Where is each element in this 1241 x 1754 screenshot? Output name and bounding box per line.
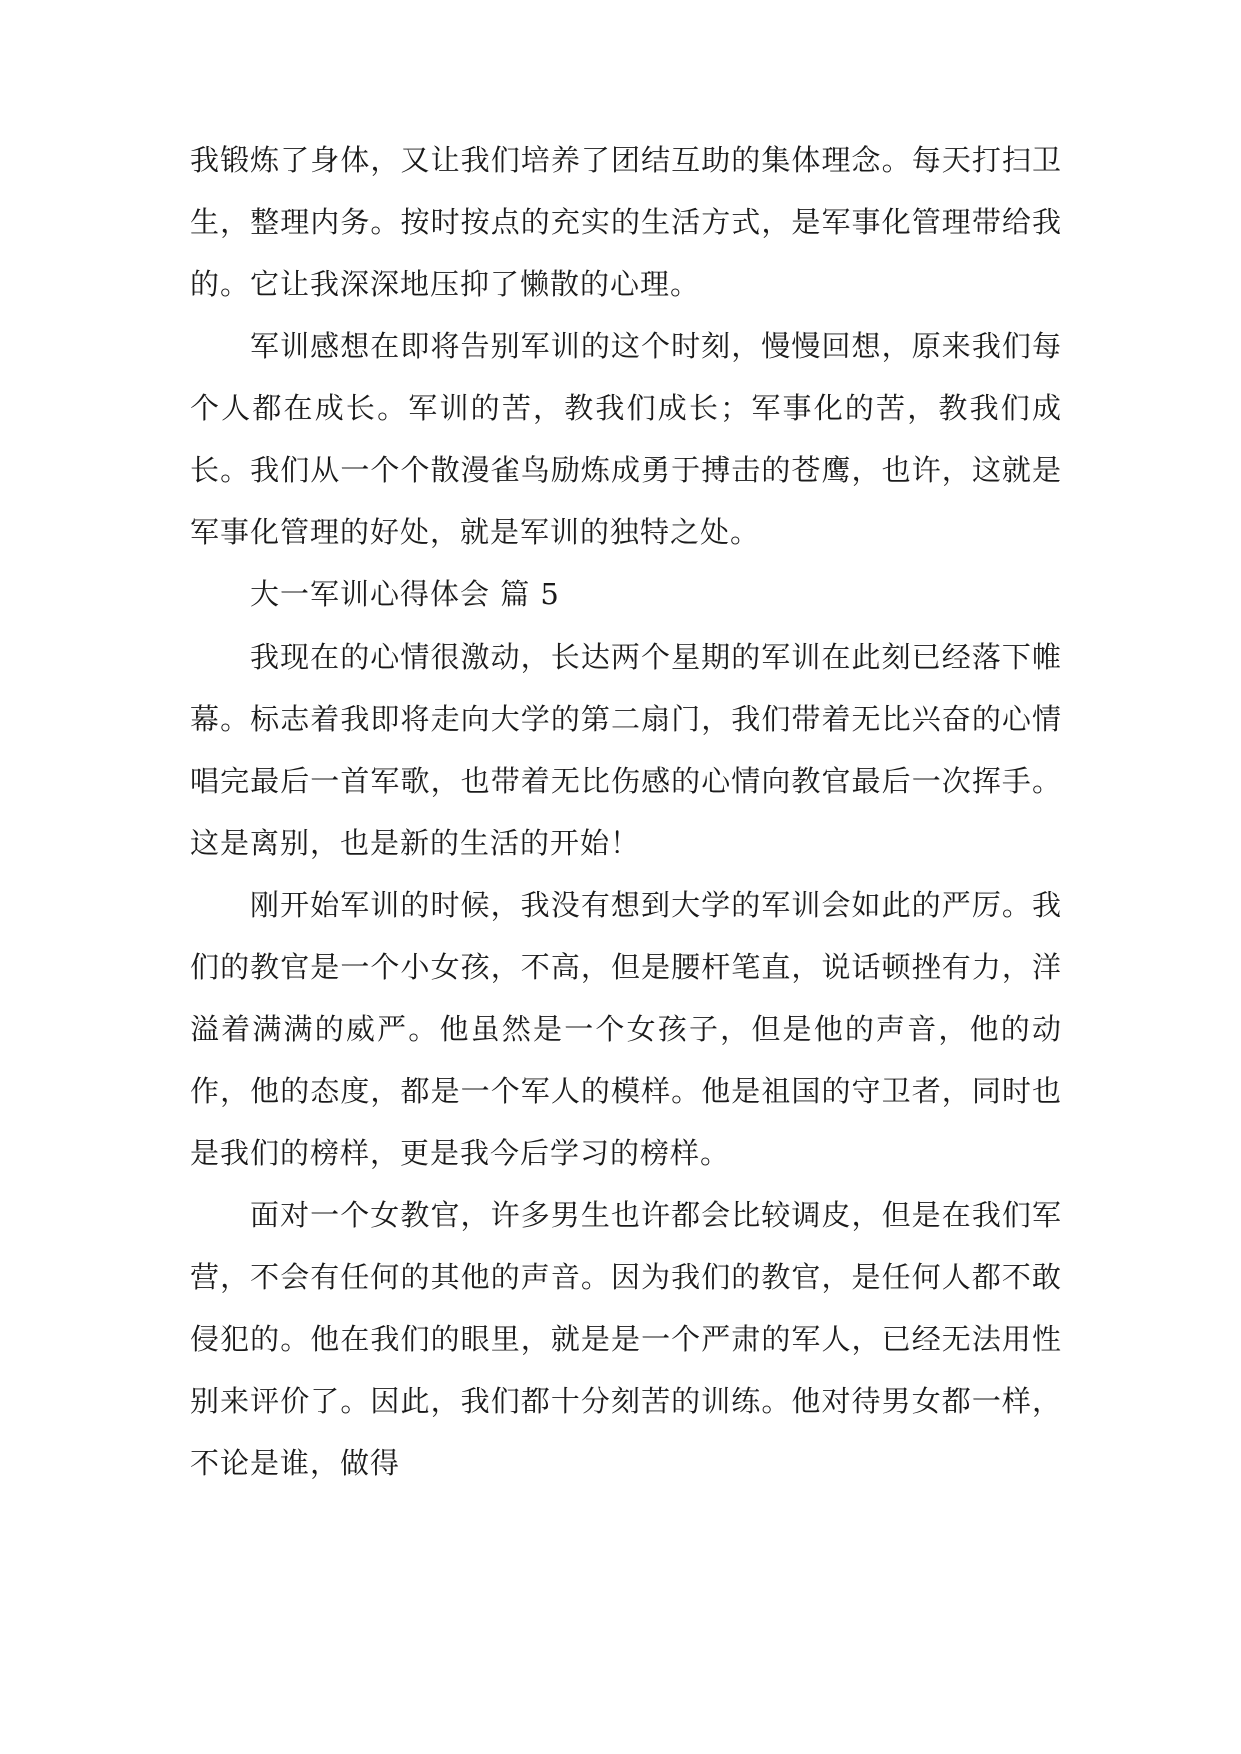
- bottom-text-block: [190, 626, 1062, 1494]
- paragraph: 面对一个女教官，许多男生也许都会比较调皮，但是在我们军营，不会有任何的其他的声音。因为我们的教官，是任何人都不敢侵犯的。他在我们的眼里，就是是一个严肃的军人，已经无法用性别来评价了。因此，我们都十分刻苦的训练。他对待男女都一样，不论是谁，做得: [190, 1198, 1062, 1480]
- paragraph: 军训感想在即将告别军训的这个时刻，慢慢回想，原来我们每个人都在成长。军训的苦，教我们成长；军事化的苦，教我们成长。我们从一个个散漫雀鸟励炼成勇于搏击的苍鹰，也许，这就是军事化管理的好处，就是军训的独特之处。: [190, 329, 1062, 549]
- section-heading: 大一军训心得体会 篇 5: [250, 577, 560, 611]
- paragraph: 刚开始军训的时候，我没有想到大学的军训会如此的严厉。我们的教官是一个小女孩，不高，但是腰杆笔直，说话顿挫有力，洋溢着满满的威严。他虽然是一个女孩子，但是他的声音，他的动作，他的态度，都是一个军人的模样。他是祖国的守卫者，同时也是我们的榜样，更是我今后学习的榜样。: [190, 888, 1062, 1170]
- continued-paragraph: 我锻炼了身体，又让我们培养了团结互助的集体理念。每天打扫卫生，整理内务。按时按点的充实的生活方式，是军事化管理带给我的。它让我深深地压抑了懒散的心理。: [190, 143, 1062, 301]
- paragraph: 我现在的心情很激动，长达两个星期的军训在此刻已经落下帷幕。标志着我即将走向大学的第二扇门，我们带着无比兴奋的心情唱完最后一首军歌，也带着无比伤感的心情向教官最后一次挥手。这是离别，也是新的生活的开始！: [190, 640, 1062, 860]
- top-text-block: [190, 129, 1062, 625]
